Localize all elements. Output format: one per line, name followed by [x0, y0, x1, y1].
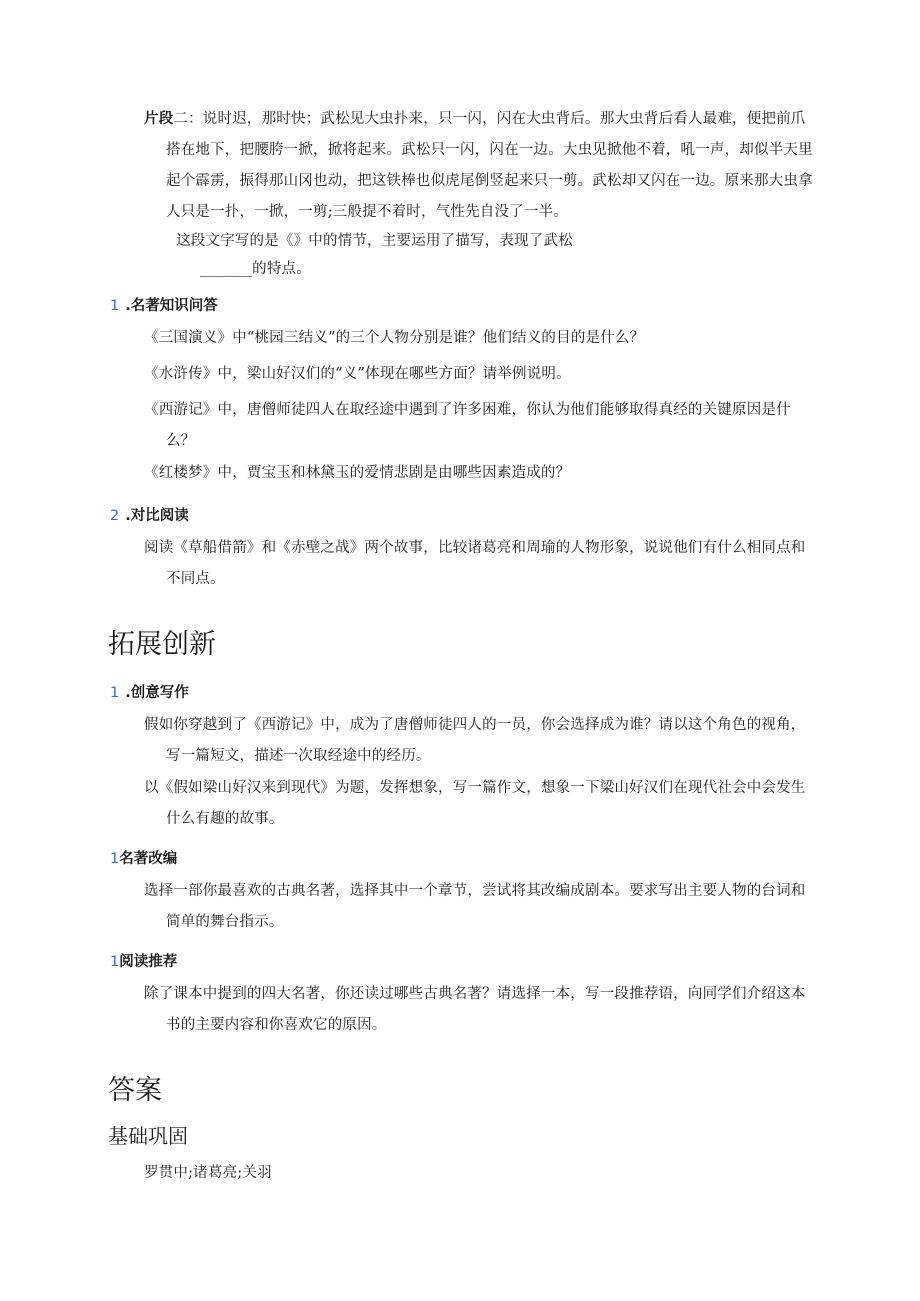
recommendation-text: 除了课本中提到的四大名著，你还读过哪些古典名著？请选择一本，写一段推荐语，向同学们介绍这本书的主要内容和你喜欢它的原因。	[144, 986, 806, 1033]
section-title: .对比阅读	[125, 508, 189, 524]
answer-text: 罗贯中;诸葛亮;关羽	[144, 1165, 272, 1181]
adaptation-text: 选择一部你最喜欢的古典名著，选择其中一个章节，尝试将其改编成剧本。要求写出主要人物的台词和简单的舞台指示。	[144, 883, 806, 930]
basics-title: 基础巩固	[108, 1124, 188, 1148]
section-title: 阅读推荐	[119, 954, 178, 970]
question-line-1: 这段文字写的是《》中的情节，主要运用了描写，表现了武松	[176, 233, 573, 249]
list-item: 假如你穿越到了《西游记》中，成为了唐僧师徒四人的一员，你会选择成为谁？请以这个角色的视角，写一篇短文，描述一次取经途中的经历。	[144, 717, 806, 764]
section-heading-adaptation	[110, 847, 177, 868]
section-heading-knowledge	[110, 294, 218, 315]
section-number: 1	[110, 851, 120, 867]
fragment-text: 二：说时迟，那时快；武松见大虫扑来，只一闪，闪在大虫背后。那大虫背后看人最难，便把前爪搭在地下，把腰胯一掀，掀将起来。武松只一闪，闪在一边。大虫见掀他不着，吼一声，却似半天里起个霹雳，振得那山冈也动，把这铁棒也似虎尾倒竖起来只一剪。武松却又闪在一边。原来那大虫拿人只是一扑，一掀，一剪;三般提不着时，气性先自没了一半。	[166, 111, 813, 220]
list-item: 《西游记》中，唐僧师徒四人在取经途中遇到了许多困难，你认为他们能够取得真经的关键原因是什么？	[144, 402, 791, 449]
section-heading-comparison	[110, 504, 189, 525]
comparison-text: 阅读《草船借箭》和《赤壁之战》两个故事，比较诸葛亮和周瑜的人物形象，说说他们有什么相同点和不同点。	[144, 540, 806, 587]
section-title: .名著知识问答	[125, 298, 218, 314]
section-heading-recommendation	[110, 950, 177, 971]
section-number: 2	[110, 508, 120, 524]
list-item: 《红楼梦》中，贾宝玉和林黛玉的爱情悲剧是由哪些因素造成的？	[144, 465, 571, 481]
fragment-label: 片段	[144, 111, 174, 127]
list-item: 以《假如梁山好汉来到现代》为题，发挥想象，写一篇作文，想象一下梁山好汉们在现代社会中会发生什么有趣的故事。	[144, 780, 806, 827]
section-heading-creative	[110, 681, 189, 702]
section-title: 名著改编	[119, 851, 178, 867]
section-number: 1	[110, 685, 120, 701]
list-item: 《三国演义》中“桃园三结义”的三个人物分别是谁？他们结义的目的是什么？	[144, 330, 645, 346]
answers-title: 答案	[108, 1075, 162, 1106]
list-item: 《水浒传》中，梁山好汉们的“义”体现在哪些方面？请举例说明。	[144, 366, 571, 382]
section-title: .创意写作	[125, 685, 189, 701]
question-line-2: _______的特点。	[200, 261, 311, 277]
section-number: 1	[110, 298, 120, 314]
expand-title: 拓展创新	[108, 629, 216, 660]
fragment-paragraph	[144, 104, 816, 228]
section-number: 1	[110, 954, 120, 970]
